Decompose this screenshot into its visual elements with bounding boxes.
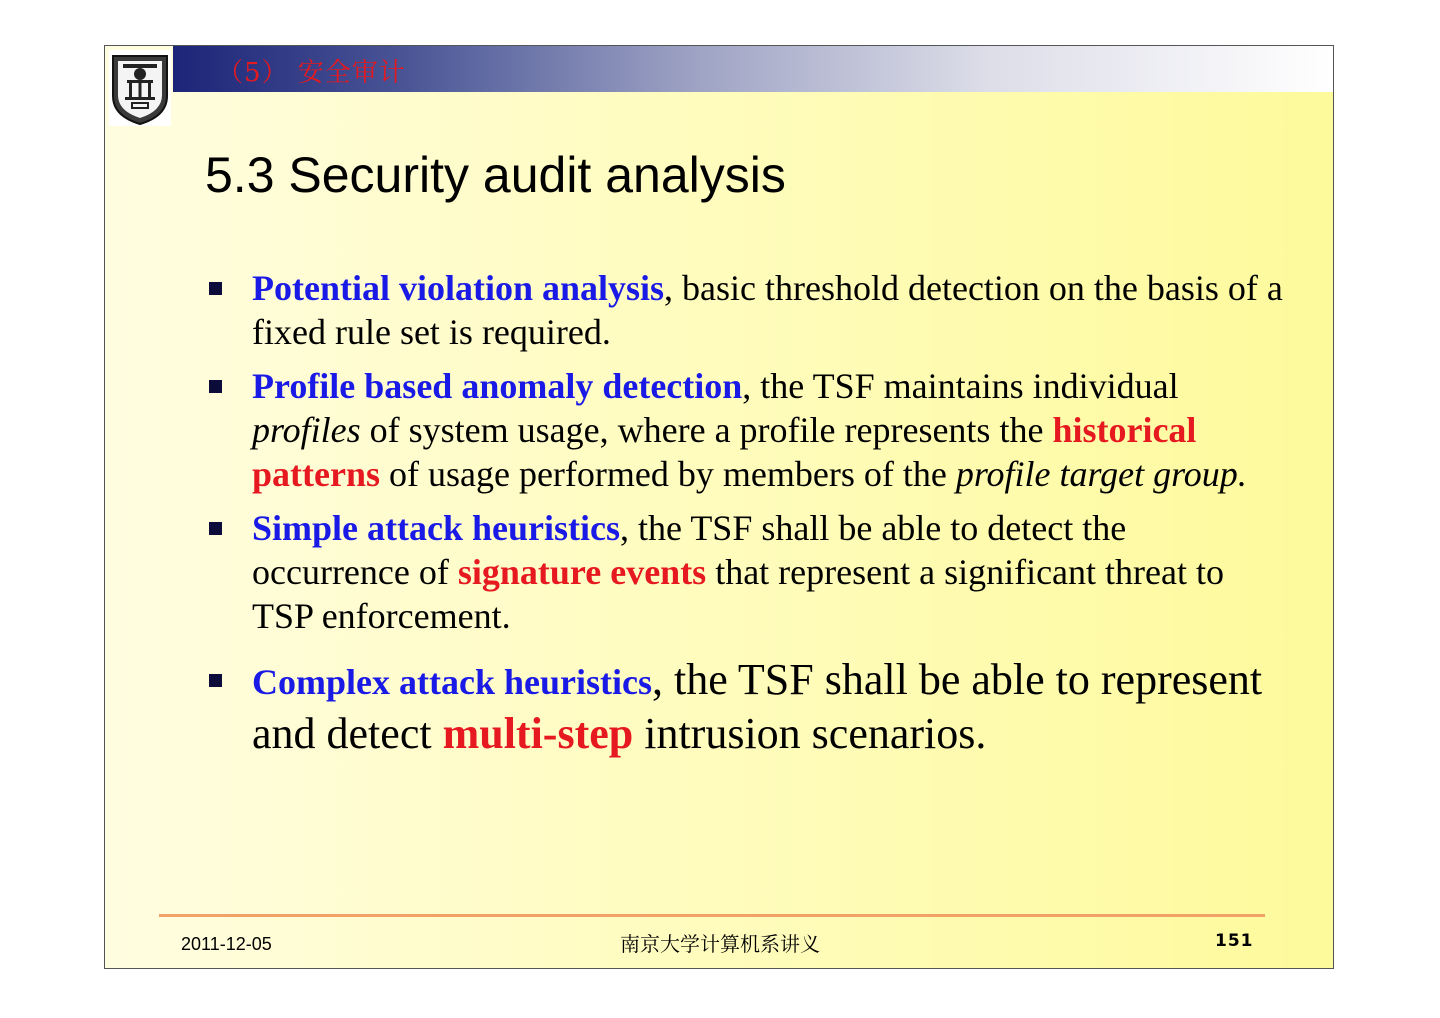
- square-bullet-icon: [209, 522, 222, 535]
- bullet-term: Profile based anomaly detection: [252, 366, 743, 406]
- bullet-emphasis: profiles: [252, 410, 361, 450]
- bullet-text: that represent a significant threat to TSP enforcement.: [252, 552, 1224, 636]
- list-item: [205, 266, 1285, 354]
- bullet-text: of usage performed by members of the: [380, 454, 956, 494]
- bullet-term: Complex attack heuristics: [252, 662, 652, 702]
- footer-divider: [159, 914, 1265, 917]
- bullet-highlight: multi-step: [442, 709, 634, 758]
- bullet-text: , the TSF maintains individual: [742, 366, 1179, 406]
- list-item: [205, 364, 1285, 496]
- bullet-text: .: [1237, 454, 1247, 494]
- list-item: [205, 654, 1285, 760]
- bullet-text: intrusion scenarios.: [633, 709, 987, 758]
- slide: [104, 45, 1334, 969]
- page-number: 151: [1215, 931, 1254, 951]
- bullet-highlight: signature events: [457, 552, 707, 592]
- list-item: [205, 506, 1285, 638]
- bullet-list: [205, 266, 1285, 770]
- bullet-term: Simple attack heuristics: [252, 508, 620, 548]
- university-seal-icon: [109, 50, 171, 126]
- bullet-emphasis: profile target group: [955, 454, 1238, 494]
- bullet-term: Potential violation analysis: [252, 268, 665, 308]
- slide-title: 5.3 Security audit analysis: [205, 147, 786, 203]
- footer-date: 2011-12-05: [181, 934, 272, 954]
- section-heading: （5） 安全审计: [217, 58, 406, 88]
- bullet-text: , the TSF shall be able to represent and detect: [252, 655, 1263, 758]
- bullet-text: , the TSF shall be able to detect the occurrence of: [252, 508, 1127, 592]
- square-bullet-icon: [209, 282, 222, 295]
- square-bullet-icon: [209, 674, 222, 687]
- bullet-highlight: historical patterns: [252, 410, 1197, 494]
- footer-caption: 南京大学计算机系讲义: [620, 932, 820, 956]
- bullet-text: , basic threshold detection on the basis of a fixed rule set is required.: [252, 268, 1283, 352]
- square-bullet-icon: [209, 380, 222, 393]
- bullet-text: of system usage, where a profile represents the: [360, 410, 1053, 450]
